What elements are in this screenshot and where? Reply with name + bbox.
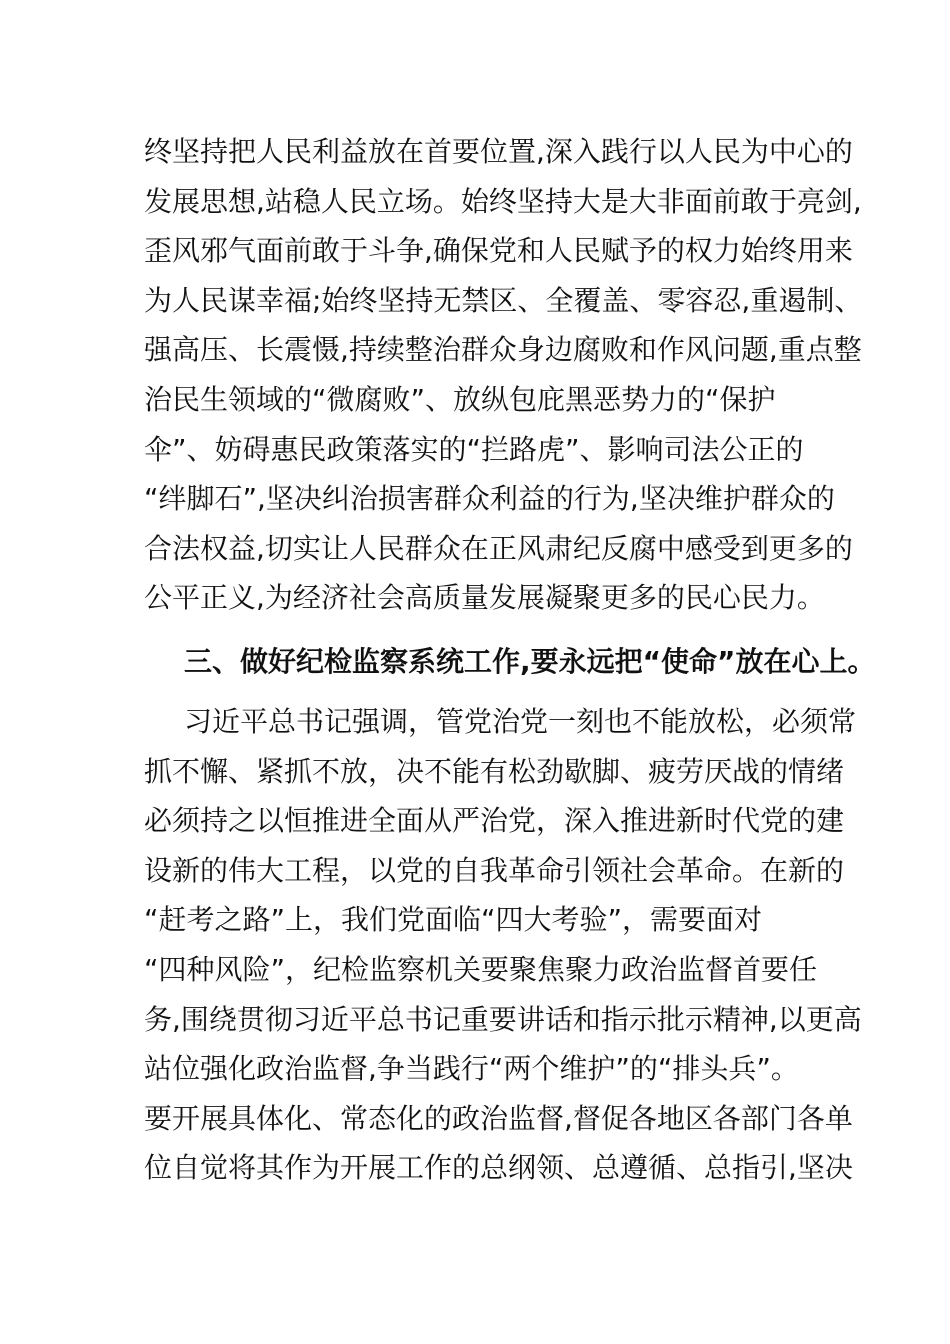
- text-line: 位自觉将其作为开展工作的总纲领、总遵循、总指引,坚决: [144, 1151, 853, 1185]
- text-line: “赶考之路”上，我们党面临“四大考验”，需要面对: [144, 903, 763, 937]
- paragraph-continuation: [144, 127, 863, 623]
- text-line: 强高压、长震慑,持续整治群众身边腐败和作风问题,重点整: [144, 333, 862, 367]
- text-line: 要开展具体化、常态化的政治监督,督促各地区各部门各单: [144, 1101, 853, 1135]
- text-line: 发展思想,站稳人民立场。始终坚持大是大非面前敢于亮剑,: [144, 184, 862, 218]
- text-line: 为人民谋幸福;始终坚持无禁区、全覆盖、零容忍,重遏制、: [144, 283, 863, 317]
- text-line: 设新的伟大工程，以党的自我革命引领社会革命。在新的: [144, 853, 845, 887]
- text-line: “四种风险”，纪检监察机关要聚焦聚力政治监督首要任: [144, 952, 818, 986]
- heading-line: 三、做好纪检监察系统工作,要永远把“使命”放在心上。: [184, 645, 876, 678]
- text-line: 歪风邪气面前敢于斗争,确保党和人民赋予的权力始终用来: [144, 234, 853, 268]
- text-line: 习近平总书记强调，管党治党一刻也不能放松，必须常: [184, 705, 857, 738]
- text-line: 治民生领域的“微腐败”、放纵包庇黑恶势力的“保护: [144, 382, 776, 416]
- text-line: 终坚持把人民利益放在首要位置,深入践行以人民为中心的: [144, 135, 853, 168]
- text-line: 公平正义,为经济社会高质量发展凝聚更多的民心民力。: [144, 581, 825, 615]
- text-line: “绊脚石”,坚决纠治损害群众利益的行为,坚决维护群众的: [144, 482, 835, 516]
- section-heading: [184, 637, 876, 687]
- text-line: 合法权益,切实让人民群众在正风肃纪反腐中感受到更多的: [144, 531, 853, 565]
- text-line: 必须持之以恒推进全面从严治党，深入推进新时代党的建: [144, 804, 845, 838]
- text-line: 抓不懈、紧抓不放，决不能有松劲歇脚、疲劳厌战的情绪: [144, 754, 845, 788]
- text-line: 务,围绕贯彻习近平总书记重要讲话和指示批示精神,以更高: [144, 1002, 862, 1036]
- paragraph-body: [144, 697, 862, 1193]
- text-line: 伞”、妨碍惠民政策落实的“拦路虎”、影响司法公正的: [144, 432, 804, 466]
- text-line: 站位强化政治监督,争当践行“两个维护”的“排头兵”。: [144, 1052, 799, 1086]
